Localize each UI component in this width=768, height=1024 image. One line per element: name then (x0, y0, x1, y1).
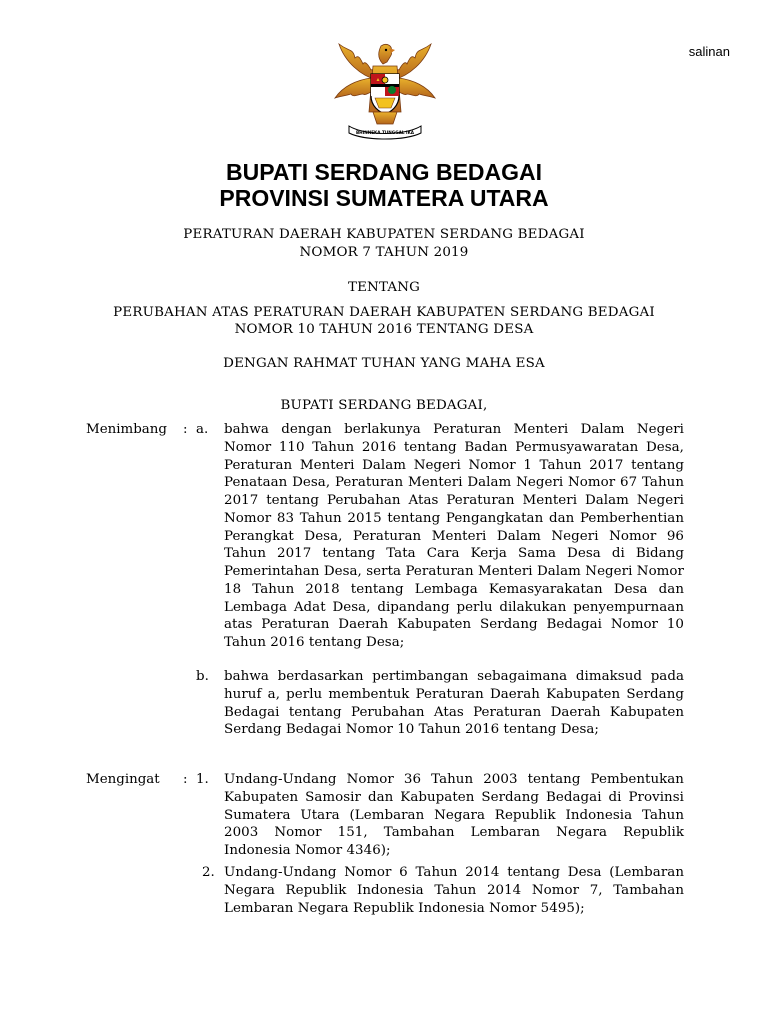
issuer: BUPATI SERDANG BEDAGAI, (280, 398, 488, 413)
regulation-title-line2: NOMOR 7 TAHUN 2019 (299, 245, 469, 260)
menimbang-label: Menimbang (86, 422, 167, 437)
menimbang-item-text: bahwa dengan berlakunya Peraturan Menteri Dalam Negeri Nomor 110 Tahun 2016 tentang Badan Permusyawaratan Desa, Peraturan Menteri Dalam Negeri Nomor 1 Tahun 2017 tentang Penataan Desa, Peraturan Menteri Dalam Negeri Nomor 67 Tahun 2017 tentang Perubahan Atas Peraturan Menteri Dalam Negeri Nomor 83 Tahun 2015 tentang Pengangkatan dan Pemberhentian Perangkat Desa, Peraturan Menteri Dalam Negeri Nomor 96 Tahun 2017 tentang Tata Cara Kerja Sama Desa di Bidang Pemerintahan Desa, serta Peraturan Menteri Dalam Negeri Nomor 18 Tahun 2018 tentang Lembaga Kemasyarakatan Desa dan Lembaga Adat Desa, dipandang perlu dilakukan penyempurnaan atas Peraturan Daerah Kabupaten Serdang Bedagai Nomor 10 Tahun 2016 tentang Desa; (224, 422, 684, 650)
regulation-about: TENTANG (347, 280, 421, 295)
menimbang-item-marker: a. (196, 422, 209, 437)
copy-label: salinan (688, 44, 730, 59)
invocation: DENGAN RAHMAT TUHAN YANG MAHA ESA (223, 356, 545, 371)
regulation-subject-line1: PERUBAHAN ATAS PERATURAN DAERAH KABUPATEN SERDANG BEDAGAI (113, 305, 655, 320)
garuda-emblem-icon (331, 40, 439, 140)
mengingat-item-marker: 1. (196, 772, 209, 787)
mengingat-label: Mengingat (86, 772, 160, 787)
mengingat-item-marker: 2. (202, 865, 215, 880)
mengingat-item-text: Undang-Undang Nomor 6 Tahun 2014 tentang Desa (Lembaran Negara Republik Indonesia Tahun 2014 Nomor 7, Tambahan Lembaran Negara Republik Indonesia Nomor 5495); (224, 865, 684, 916)
mengingat-item-text: Undang-Undang Nomor 36 Tahun 2003 tentang Pembentukan Kabupaten Samosir dan Kabupaten Serdang Bedagai di Provinsi Sumatera Utara (Lembaran Negara Republik Indonesia Tahun 2003 Nomor 151, Tambahan Lembaran Negara Republik Indonesia Nomor 4346); (224, 772, 684, 858)
regulation-subject-line2: NOMOR 10 TAHUN 2016 TENTANG DESA (234, 322, 534, 337)
province-title: PROVINSI SUMATERA UTARA (219, 185, 549, 211)
emblem-motto: BHINNEKA TUNGGAL IKA (355, 130, 415, 135)
regent-title: BUPATI SERDANG BEDAGAI (225, 159, 543, 185)
mengingat-colon: : (183, 772, 188, 787)
menimbang-item-marker: b. (196, 669, 209, 684)
menimbang-item-text: bahwa berdasarkan pertimbangan sebagaimana dimaksud pada huruf a, perlu membentuk Peraturan Daerah Kabupaten Serdang Bedagai tentang Perubahan Atas Peraturan Daerah Kabupaten Serdang Bedagai Nomor 10 Tahun 2016 tentang Desa; (224, 669, 684, 738)
regulation-title-line1: PERATURAN DAERAH KABUPATEN SERDANG BEDAGAI (183, 227, 585, 242)
menimbang-colon: : (183, 422, 188, 437)
